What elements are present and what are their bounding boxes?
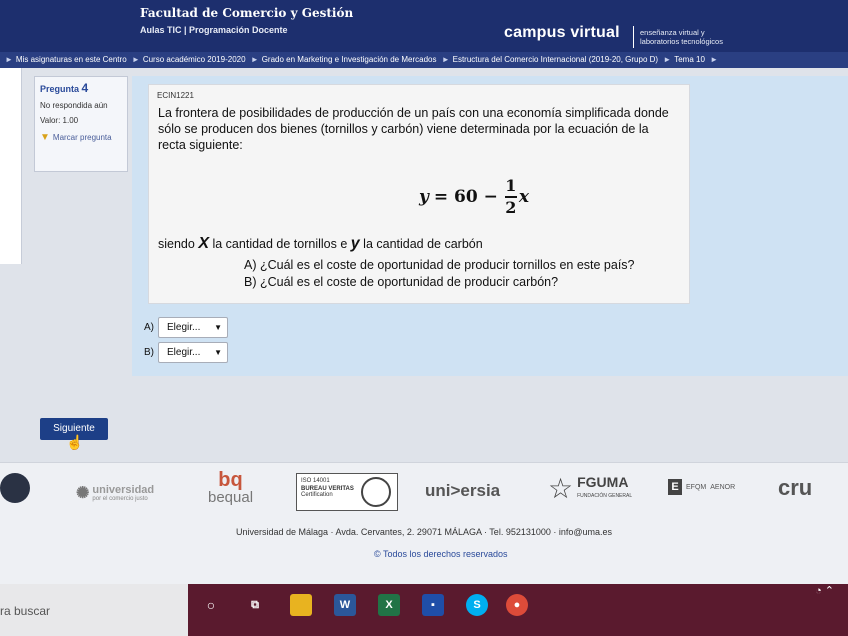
brand-tagline (640, 28, 723, 46)
footer-address: Universidad de Málaga · Avda. Cervantes, 2. 29071 MÁLAGA · Tel. 952131000 · info@uma.es (236, 527, 613, 537)
siendo-text-3: la cantidad de carbón (363, 237, 483, 251)
breadcrumb-item-grado[interactable]: Grado en Marketing e Investigación de Mercados (261, 55, 437, 64)
campus-virtual-logo[interactable]: campus virtual (504, 24, 620, 41)
universia-logo[interactable]: uni>ersia (425, 481, 501, 500)
var-y: y (350, 235, 360, 252)
star-icon: ☆ (548, 473, 574, 504)
faculty-title[interactable]: Facultad de Comercio y Gestión (140, 6, 354, 20)
quiz-navigation-panel (0, 68, 22, 264)
siendo-text: siendo (158, 237, 195, 251)
efqm-logo[interactable] (668, 479, 735, 495)
subquestion-b: B) ¿Cuál es el coste de oportunidad de producir carbón? (244, 275, 559, 289)
fraction-denominator: 2 (505, 198, 517, 217)
word-icon[interactable]: W (334, 594, 356, 616)
bv-name: BUREAU VERITAS (301, 486, 354, 492)
siendo-text-2: la cantidad de tornillos e (212, 237, 348, 251)
answer-select-a[interactable] (158, 317, 228, 338)
breadcrumb-arrow-icon: ► (250, 55, 259, 64)
fraction-numerator: 1 (505, 176, 517, 195)
flag-icon: ▼ (40, 132, 50, 143)
variable-definition (158, 235, 483, 253)
site-footer (0, 462, 848, 584)
efqm-text: EFQM (686, 483, 707, 491)
chrome-icon[interactable]: ● (506, 594, 528, 616)
bv-cert: Certification (301, 492, 333, 498)
breadcrumb-item-tema[interactable]: Tema 10 (674, 55, 705, 64)
breadcrumb-item-asignatura[interactable]: Estructura del Comercio Internacional (2019-20, Grupo D) (452, 55, 659, 64)
breadcrumb (0, 52, 848, 68)
bequal-logo[interactable] (208, 471, 253, 506)
next-button[interactable]: Siguiente (40, 418, 108, 440)
app-icon[interactable]: ▪ (422, 594, 444, 616)
site-header (0, 0, 848, 52)
faculty-subtitle: Aulas TIC | Programación Docente (140, 25, 288, 35)
brand-divider (633, 26, 634, 48)
bequal-text: bequal (208, 489, 254, 506)
question-info-box (34, 76, 128, 172)
breadcrumb-arrow-icon: ► (710, 55, 719, 64)
equation-fraction (505, 177, 517, 217)
dropdown-arrow-icon: ▼ (214, 323, 222, 332)
cru-logo[interactable]: cru (778, 475, 813, 500)
taskbar-search-box[interactable]: ra buscar (0, 584, 188, 636)
question-number-value: 4 (81, 81, 89, 95)
excel-icon[interactable]: X (378, 594, 400, 616)
cortana-icon[interactable]: ○ (206, 597, 216, 613)
question-code: ECIN1221 (157, 91, 194, 100)
fguma-logo[interactable] (548, 475, 632, 503)
breadcrumb-arrow-icon: ► (663, 55, 672, 64)
equation-operator: = 60 − (433, 187, 498, 207)
seal-icon (361, 477, 391, 507)
answer-select-b-value: Elegir... (167, 347, 201, 358)
flag-question-button[interactable] (40, 133, 122, 142)
gear-icon: ✺ (76, 485, 90, 502)
univ-logo-text: universidad (92, 484, 155, 496)
flag-question-label: Marcar pregunta (52, 133, 112, 142)
question-text: La frontera de posibilidades de producción de un país con una economía simplificada donde sólo se producen dos bienes (tornillos y carbón) viene determinada por la ecuación de la recta siguiente: (158, 106, 669, 152)
var-x: X (198, 235, 209, 252)
footer-rights[interactable]: © Todos los derechos reservados (374, 549, 508, 559)
equation-variable: x (518, 187, 530, 207)
fguma-text: FGUMA (577, 474, 629, 490)
windows-taskbar (0, 584, 848, 636)
efqm-mark-icon: E (668, 479, 682, 495)
answer-row-a (144, 317, 228, 338)
subquestion-a: A) ¿Cuál es el coste de oportunidad de producir tornillos en este país? (244, 258, 635, 272)
bureau-veritas-logo[interactable] (296, 473, 398, 511)
question-label: Pregunta (40, 84, 80, 94)
tagline-line-2: laboratorios tecnológicos (640, 37, 723, 46)
aenor-text: AENOR (710, 483, 736, 491)
bq-mark: bq (218, 469, 243, 491)
breadcrumb-arrow-icon: ► (131, 55, 140, 64)
breadcrumb-item-curso[interactable]: Curso académico 2019-2020 (142, 55, 246, 64)
bv-iso: ISO 14001 (301, 478, 330, 484)
answer-row-b (144, 342, 228, 363)
question-status: No respondida aún (40, 101, 108, 110)
skype-icon[interactable]: S (466, 594, 488, 616)
hand-cursor-icon: ☝ (66, 434, 84, 450)
question-card (148, 84, 690, 304)
universidad-comercio-justo-logo[interactable] (76, 483, 154, 503)
uma-seal-logo[interactable] (0, 473, 30, 503)
question-number (40, 81, 122, 95)
task-view-icon[interactable]: ⧉ (251, 599, 259, 611)
tagline-line-1: enseñanza virtual y (640, 28, 705, 37)
answer-label-a: A) (144, 322, 154, 333)
answer-label-b: B) (144, 347, 154, 358)
answer-select-b[interactable] (158, 342, 228, 363)
breadcrumb-arrow-icon: ► (441, 55, 450, 64)
breadcrumb-item-asignaturas[interactable]: Mis asignaturas en este Centro (15, 55, 127, 64)
univ-logo-subtext: por el comercio justo (92, 496, 148, 502)
answer-select-a-value: Elegir... (167, 322, 201, 333)
question-value: Valor: 1.00 (40, 116, 79, 125)
equation-lhs: y (419, 187, 429, 207)
equation (419, 177, 529, 217)
file-explorer-icon[interactable] (290, 594, 312, 616)
breadcrumb-arrow-icon: ► (5, 55, 13, 64)
dropdown-arrow-icon: ▼ (214, 348, 222, 357)
system-tray-icon[interactable]: ◔ ⌃ (815, 585, 834, 597)
fguma-subtext: FUNDACIÓN GENERAL (577, 493, 633, 499)
